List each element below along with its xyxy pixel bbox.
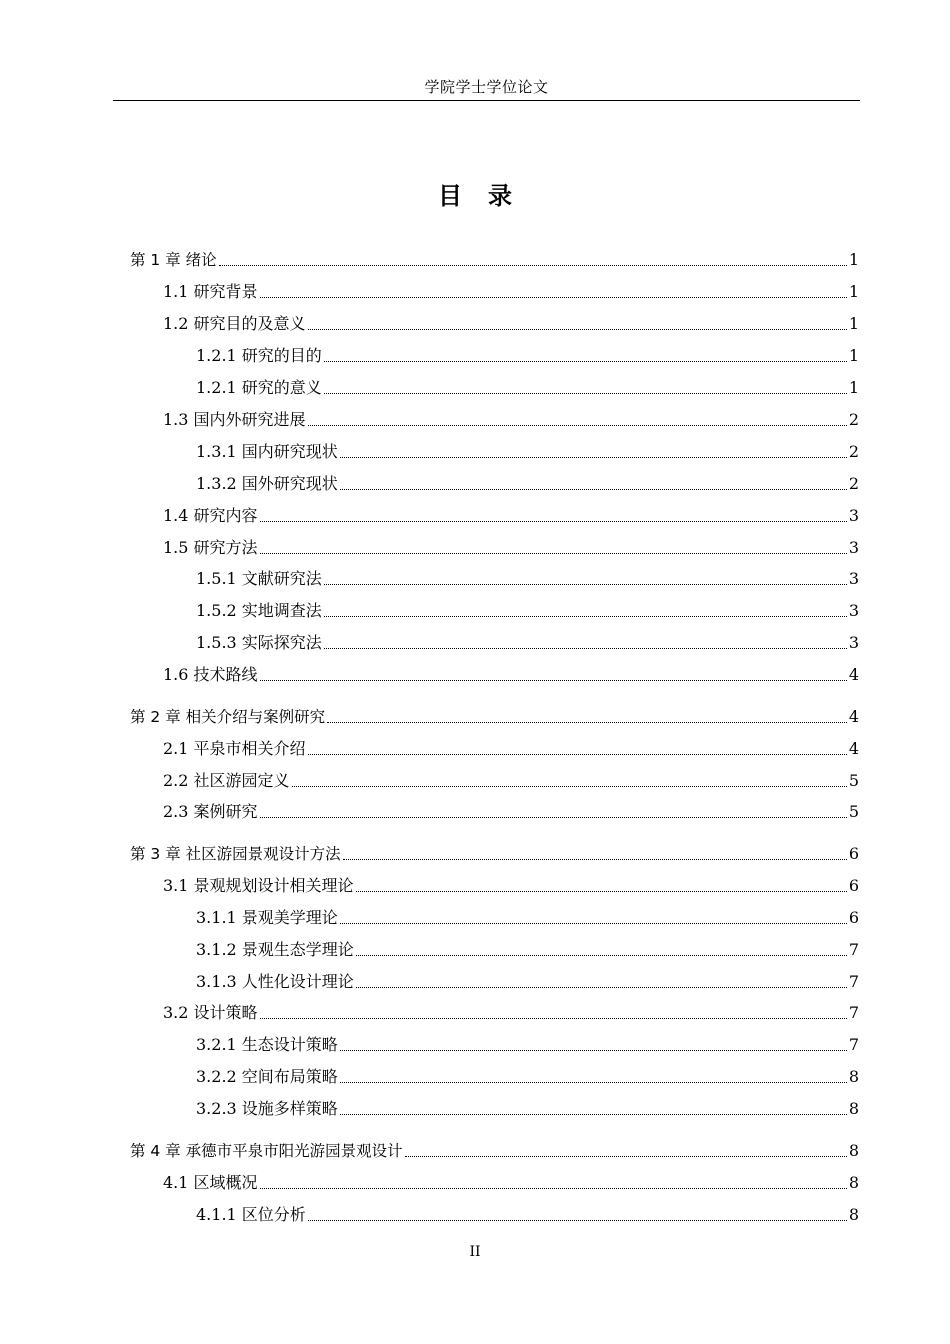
toc-entry[interactable]: [196, 567, 859, 591]
toc-entry-page: 1: [848, 378, 859, 397]
toc-entry-label: 1.3.2 国外研究现状: [196, 474, 338, 493]
dot-leader: [340, 1113, 847, 1115]
toc-entry[interactable]: [163, 280, 859, 304]
toc-entry-page: 8: [848, 1067, 859, 1086]
toc-entry-label: 3.2.3 设施多样策略: [196, 1099, 338, 1118]
toc-entry-page: 7: [848, 972, 859, 991]
toc-entry[interactable]: [163, 874, 859, 898]
dot-leader: [356, 890, 847, 892]
toc-entry-page: 2: [848, 442, 859, 461]
toc-entry-page: 2: [848, 410, 859, 429]
dot-leader: [324, 615, 847, 617]
toc-entry-label: 4.1 区域概况: [163, 1173, 258, 1192]
toc-entry[interactable]: [163, 663, 859, 687]
dot-leader: [343, 858, 847, 860]
toc-entry-page: 7: [848, 940, 859, 959]
toc-entry-page: 1: [848, 314, 859, 333]
toc-entry[interactable]: [163, 1001, 859, 1025]
toc-entry-label: 1.3 国内外研究进展: [163, 410, 306, 429]
toc-entry-page: 1: [848, 346, 859, 365]
toc-entry-page: 1: [848, 282, 859, 301]
toc-entry-label: 第 1 章 绪论: [130, 251, 217, 269]
toc-entry[interactable]: [196, 440, 859, 464]
toc-entry-page: 4: [848, 665, 859, 684]
dot-leader: [340, 922, 847, 924]
toc-entry-label: 3.2.1 生态设计策略: [196, 1035, 338, 1054]
toc-entry-page: 8: [848, 1205, 859, 1224]
toc-entry-label: 1.2.1 研究的意义: [196, 378, 322, 397]
toc-entry-page: 3: [848, 601, 859, 620]
toc-entry[interactable]: [163, 800, 859, 824]
toc-entry-label: 第 3 章 社区游园景观设计方法: [130, 845, 341, 863]
header-rule: [113, 100, 860, 101]
toc-entry-page: 2: [848, 474, 859, 493]
dot-leader: [340, 488, 847, 490]
toc-entry[interactable]: [196, 376, 859, 400]
dot-leader: [308, 753, 847, 755]
toc-entry-page: 6: [848, 876, 859, 895]
toc-entry-label: 2.1 平泉市相关介绍: [163, 739, 306, 758]
dot-leader: [324, 392, 847, 394]
toc-entry-page: 6: [848, 908, 859, 927]
toc-entry[interactable]: [196, 938, 859, 962]
toc-entry-label: 1.6 技术路线: [163, 665, 258, 684]
toc-entry-label: 1.3.1 国内研究现状: [196, 442, 338, 461]
dot-leader: [292, 785, 847, 787]
dot-leader: [260, 1017, 847, 1019]
dot-leader: [405, 1155, 847, 1157]
toc-entry[interactable]: [196, 631, 859, 655]
dot-leader: [260, 520, 847, 522]
toc-entry[interactable]: [196, 970, 859, 994]
toc-entry[interactable]: [196, 1065, 859, 1089]
toc-entry[interactable]: [196, 1097, 859, 1121]
toc-entry[interactable]: [196, 1203, 859, 1227]
toc-entry-page: 6: [848, 844, 859, 863]
toc-entry-page: 4: [848, 707, 859, 726]
toc-entry[interactable]: [163, 1171, 859, 1195]
dot-leader: [324, 583, 847, 585]
toc-entry-page: 3: [848, 506, 859, 525]
toc-entry-page: 3: [848, 569, 859, 588]
toc-entry-page: 5: [848, 802, 859, 821]
dot-leader: [219, 264, 847, 266]
toc-entry-page: 3: [848, 538, 859, 557]
dot-leader: [260, 816, 847, 818]
toc-entry[interactable]: [163, 408, 859, 432]
toc-entry-page: 1: [848, 250, 859, 269]
dot-leader: [308, 328, 847, 330]
toc-entry-label: 3.1.1 景观美学理论: [196, 908, 338, 927]
toc-entry-label: 2.3 案例研究: [163, 802, 258, 821]
toc-entry[interactable]: [163, 536, 859, 560]
toc-entry-page: 7: [848, 1035, 859, 1054]
toc-entry-label: 1.5 研究方法: [163, 538, 258, 557]
toc-entry[interactable]: [163, 769, 859, 793]
toc-entry-label: 3.1 景观规划设计相关理论: [163, 876, 354, 895]
toc-entry-page: 4: [848, 739, 859, 758]
toc-entry-label: 1.5.1 文献研究法: [196, 569, 322, 588]
toc-entry-label: 1.1 研究背景: [163, 282, 258, 301]
dot-leader: [324, 647, 847, 649]
toc-entry-page: 7: [848, 1003, 859, 1022]
toc-entry-label: 4.1.1 区位分析: [196, 1205, 306, 1224]
toc-entry[interactable]: [196, 599, 859, 623]
dot-leader: [324, 360, 847, 362]
dot-leader: [340, 456, 847, 458]
dot-leader: [260, 296, 847, 298]
toc-entry-label: 1.2 研究目的及意义: [163, 314, 306, 333]
toc-title-part1: 目: [438, 182, 462, 210]
dot-leader: [308, 1219, 847, 1221]
dot-leader: [260, 552, 847, 554]
toc-entry-label: 1.2.1 研究的目的: [196, 346, 322, 365]
dot-leader: [308, 424, 847, 426]
toc-entry-page: 8: [848, 1141, 859, 1160]
toc-title-part2: 录: [488, 182, 512, 210]
dot-leader: [260, 1187, 847, 1189]
page-number: II: [469, 1244, 481, 1260]
toc-entry[interactable]: [196, 344, 859, 368]
toc-entry-label: 3.1.2 景观生态学理论: [196, 940, 354, 959]
toc-entry-label: 第 2 章 相关介绍与案例研究: [130, 708, 326, 726]
toc-entry-label: 3.2.2 空间布局策略: [196, 1067, 338, 1086]
toc-entry[interactable]: [163, 312, 859, 336]
dot-leader: [356, 986, 847, 988]
toc-entry[interactable]: [163, 737, 859, 761]
dot-leader: [356, 954, 847, 956]
toc-entry[interactable]: [163, 504, 859, 528]
toc-entry-page: 5: [848, 771, 859, 790]
toc-entry-label: 1.5.2 实地调查法: [196, 601, 322, 620]
running-header: 学院学士学位论文: [424, 78, 549, 96]
toc-entry-label: 第 4 章 承德市平泉市阳光游园景观设计: [130, 1142, 403, 1160]
dot-leader: [260, 679, 847, 681]
dot-leader: [340, 1081, 847, 1083]
toc-entry-page: 8: [848, 1173, 859, 1192]
toc-entry-page: 8: [848, 1099, 859, 1118]
toc-entry-label: 2.2 社区游园定义: [163, 771, 290, 790]
toc-entry-label: 1.4 研究内容: [163, 506, 258, 525]
toc-entry-label: 3.1.3 人性化设计理论: [196, 972, 354, 991]
dot-leader: [340, 1049, 847, 1051]
dot-leader: [327, 721, 847, 723]
toc-entry-chapter-3[interactable]: [130, 842, 859, 866]
toc-entry[interactable]: [196, 1033, 859, 1057]
toc-entry-label: 3.2 设计策略: [163, 1003, 258, 1022]
toc-entry[interactable]: [196, 472, 859, 496]
toc-entry-chapter-4[interactable]: [130, 1139, 859, 1163]
toc-entry-chapter-1[interactable]: [130, 248, 859, 272]
toc-entry-label: 1.5.3 实际探究法: [196, 633, 322, 652]
toc-title: [0, 176, 950, 211]
toc-entry[interactable]: [196, 906, 859, 930]
toc-entry-page: 3: [848, 633, 859, 652]
toc-entry-chapter-2[interactable]: [130, 705, 859, 729]
